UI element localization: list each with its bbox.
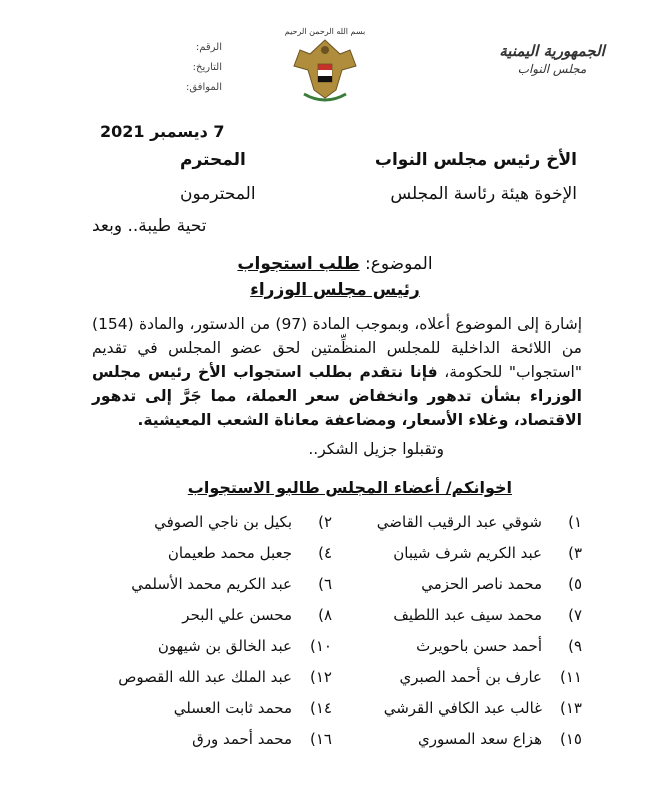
member-item <box>168 544 332 562</box>
member-item <box>131 575 332 593</box>
member-number: ٩) <box>568 637 582 655</box>
member-name: أحمد حسن باحويرث <box>416 637 542 655</box>
member-name: عبد الكريم شرف شيبان <box>393 544 542 562</box>
member-name: محمد أحمد ورق <box>192 730 292 748</box>
member-item <box>418 730 582 748</box>
member-name: هزاع سعد المسوري <box>417 730 542 748</box>
member-item <box>154 513 332 531</box>
member-item <box>416 637 582 655</box>
member-name: عبد الخالق بن شيهون <box>157 637 292 655</box>
member-number: ٥) <box>568 575 582 593</box>
ref-label: الرقم: <box>195 42 222 53</box>
addressee-2: الإخوة هيئة رئاسة المجلس <box>390 184 577 204</box>
member-name: عبد الملك عبد الله القصوص <box>118 668 292 686</box>
letterhead-org <box>492 42 612 76</box>
member-item <box>377 513 582 531</box>
closing-thanks: وتقبلوا جزيل الشكر.. <box>308 440 444 458</box>
member-item <box>384 699 582 717</box>
member-name: جعبل محمد طعيمان <box>167 544 292 562</box>
subject-label: الموضوع: <box>364 254 433 274</box>
member-item <box>118 668 332 686</box>
subject-title: طلب استجواب <box>237 254 360 274</box>
national-emblem <box>280 24 370 108</box>
member-item <box>393 544 582 562</box>
subject-line <box>200 254 470 274</box>
member-number: ١٠) <box>310 637 332 655</box>
member-name: محمد ناصر الحزمي <box>421 575 542 593</box>
eagle-emblem-icon <box>280 24 370 108</box>
member-number: ١٤) <box>310 699 332 717</box>
member-name: غالب عبد الكافي القرشي <box>383 699 542 717</box>
emblem-caption: بسم الله الرحمن الرحيم <box>284 27 366 36</box>
member-name: محمد ثابت العسلي <box>173 699 292 717</box>
member-name: عارف بن أحمد الصبري <box>399 668 542 686</box>
member-item <box>174 699 332 717</box>
greeting: تحية طيبة.. وبعد <box>92 216 207 236</box>
reference-fields <box>162 38 222 98</box>
member-item <box>400 668 583 686</box>
letter-date: 7 ديسمبر 2021 <box>100 122 225 141</box>
org-council: مجلس النواب <box>517 62 587 76</box>
member-item <box>158 637 332 655</box>
body-text-bold: فإنا نتقدم بطلب استجواب الأخ رئيس مجلس الوزراء بشأن تدهور وانخفاض سعر العملة، مما جَرَّ إلى تدهور الاقتصاد، وغلاء الأسعار، ومضاعفة معاناة الشعب المعيشية. <box>92 363 582 429</box>
org-name: الجمهورية اليمنية <box>499 42 605 60</box>
member-number: ٧) <box>568 606 582 624</box>
member-name: محسن علي البحر <box>182 606 292 624</box>
date-label: التاريخ: <box>192 62 222 73</box>
member-item <box>421 575 582 593</box>
member-item <box>192 730 332 748</box>
member-item <box>182 606 332 624</box>
member-name: بكيل بن ناجي الصوفي <box>154 513 292 531</box>
member-number: ٤) <box>318 544 332 562</box>
member-number: ١٦) <box>310 730 332 748</box>
body-paragraph <box>92 312 582 432</box>
member-number: ٣) <box>568 544 582 562</box>
member-number: ١١) <box>560 668 582 686</box>
member-number: ١٣) <box>560 699 582 717</box>
member-number: ٢) <box>318 513 332 531</box>
member-number: ١) <box>568 513 582 531</box>
members-heading: اخوانكم/ أعضاء المجلس طالبو الاستجواب <box>187 478 512 497</box>
honorific-1: المحترم <box>180 150 246 170</box>
member-item <box>393 606 582 624</box>
member-number: ١٢) <box>310 668 332 686</box>
addressee-1: الأخ رئيس مجلس النواب <box>374 150 577 170</box>
member-name: شوقي عبد الرقيب القاضي <box>376 513 542 531</box>
subject-line-2: رئيس مجلس الوزراء <box>250 280 420 300</box>
honorific-2: المحترمون <box>180 184 256 204</box>
member-name: محمد سيف عبد اللطيف <box>393 606 542 624</box>
member-name: عبد الكريم محمد الأسلمي <box>131 575 292 593</box>
corresponding-label: الموافق: <box>185 82 222 93</box>
body-text: إشارة إلى الموضوع أعلاه، وبموجب المادة (97) من الدستور، والمادة (154) من اللائحة الداخلية للمجلس المنظِّمتين لحق عضو المجلس في تقديم "استجواب" للحكومة، <box>92 315 582 381</box>
member-number: ١٥) <box>560 730 582 748</box>
member-number: ٦) <box>318 575 332 593</box>
member-number: ٨) <box>318 606 332 624</box>
